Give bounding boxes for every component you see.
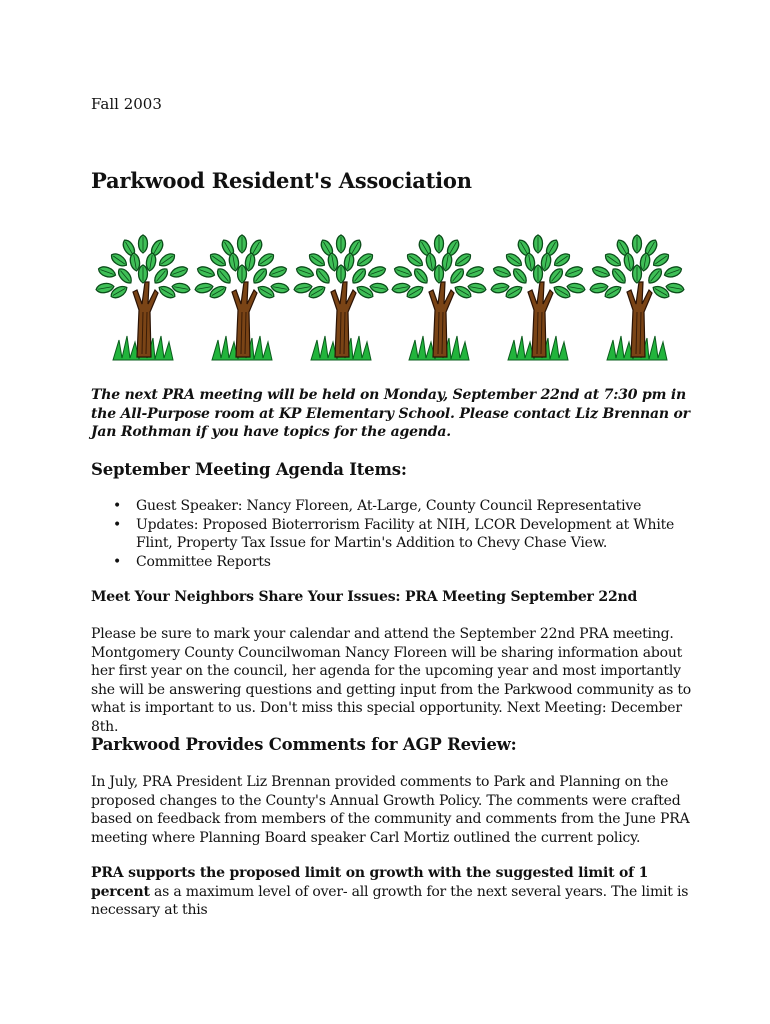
list-item: • Updates: Proposed Bioterrorism Facility at NIH, LCOR Development at White Flint, Property Tax Issue for Martin's Addition to Chevy Chase View. (91, 516, 691, 553)
tree-icon (391, 232, 487, 362)
agp-support-paragraph (91, 864, 691, 920)
page-title: Parkwood Resident's Association (91, 168, 472, 193)
tree-icon (490, 232, 586, 362)
tree-icon (95, 232, 191, 362)
meet-neighbors-heading: Meet Your Neighbors Share Your Issues: PRA Meeting September 22nd (91, 589, 638, 605)
tree-banner (95, 232, 685, 362)
season-label: Fall 2003 (91, 95, 162, 113)
meeting-announcement: The next PRA meeting will be held on Monday, September 22nd at 7:30 pm in the All-Purpose room at KP Elementary School. Please contact Liz Brennan or Jan Rothman if you have topics for the agenda. (91, 387, 690, 440)
support-rest-text: as a maximum level of over- all growth for the next several years. The limit is necessary at this (91, 883, 689, 918)
meet-neighbors-paragraph: Please be sure to mark your calendar and attend the September 22nd PRA meeting. Montgomery County Councilwoman Nancy Floreen will be sharing information about her first year on the council, her agenda for the upcoming year and most importantly she will be answering questions and getting input from the Parkwood community as to what is important to us. Don't miss this special opportunity. Next Meeting: December 8th. (91, 626, 692, 735)
list-item: • Guest Speaker: Nancy Floreen, At-Large, County Council Representative (91, 497, 691, 516)
agp-heading: Parkwood Provides Comments for AGP Review: (91, 735, 517, 754)
tree-icon (293, 232, 389, 362)
list-item: • Committee Reports (91, 553, 691, 572)
tree-icon (194, 232, 290, 362)
tree-icon (589, 232, 685, 362)
support-bold-text: PRA supports the proposed limit on growth with the suggested limit of 1 percent (91, 865, 649, 900)
agenda-heading: September Meeting Agenda Items: (91, 460, 407, 479)
agenda-list (91, 497, 691, 571)
agp-paragraph: In July, PRA President Liz Brennan provided comments to Park and Planning on the proposed changes to the County's Annual Growth Policy. The comments were crafted based on feedback from members of the community and comments from the June PRA meeting where Planning Board speaker Carl Mortiz outlined the current policy. (91, 774, 690, 846)
